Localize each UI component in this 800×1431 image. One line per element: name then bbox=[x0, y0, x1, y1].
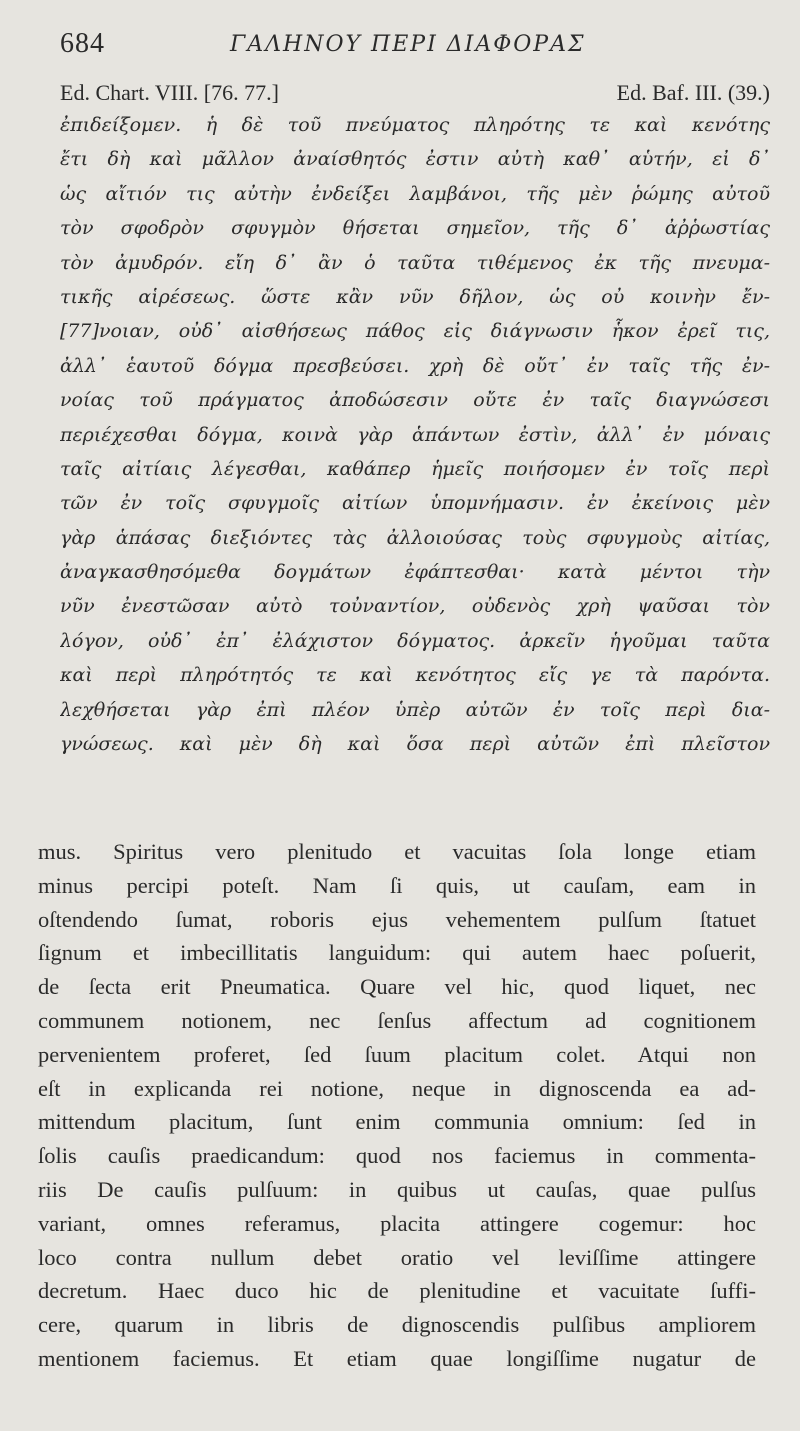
running-head bbox=[60, 28, 760, 68]
latin-text-line: oſtendendo ſumat, roboris ejus vehementem pulſum ſtatuet bbox=[38, 906, 756, 932]
greek-text-line: [77]νοιαν, οὐδ᾽ αἰσθήσεως πάθος εἰς διάγνωσιν ἧκον ἐρεῖ τις, bbox=[60, 320, 770, 343]
latin-text-line: mentionem faciemus. Et etiam quae longiſſime nugatur de bbox=[38, 1345, 756, 1371]
latin-text-line: ſolis cauſis praedicandum: quod nos faciemus in commenta- bbox=[38, 1143, 756, 1169]
greek-text-line: νῦν ἐνεστῶσαν αὐτὸ τοὐναντίον, οὐδενὸς χρὴ ψαῦσαι τὸν bbox=[60, 595, 770, 618]
latin-text-line: cere, quarum in libris de dignoscendis pulſibus ampliorem bbox=[38, 1312, 756, 1338]
edition-chartier-reference: Ed. Chart. VIII. [76. 77.] bbox=[60, 80, 279, 105]
edition-reference-line bbox=[60, 80, 770, 108]
greek-text-line: τικῆς αἱρέσεως. ὥστε κἂν νῦν δῆλον, ὡς οὐ κοινὴν ἔν- bbox=[60, 285, 770, 308]
greek-text-line: καὶ περὶ πληρότητός τε καὶ κενότητος εἴς γε τὰ παρόντα. bbox=[60, 664, 770, 687]
greek-text-line: περιέχεσθαι δόγμα, κοινὰ γὰρ ἁπάντων ἐστὶν, ἀλλ᾽ ἐν μόναις bbox=[60, 423, 770, 446]
latin-text-line: mus. Spiritus vero plenitudo et vacuitas ſola longe etiam bbox=[38, 839, 756, 864]
greek-text-line: ἀναγκασθησόμεθα δογμάτων ἐφάπτεσθαι· κατὰ μέντοι τὴν bbox=[60, 561, 770, 584]
greek-text-line: γὰρ ἁπάσας διεξιόντες τὰς ἀλλοιούσας τοὺς σφυγμοὺς αἰτίας, bbox=[60, 526, 770, 549]
greek-text-line: λεχθήσεται γὰρ ἐπὶ πλέον ὑπὲρ αὐτῶν ἐν τοῖς περὶ δια- bbox=[60, 698, 770, 721]
edition-basel-reference: Ed. Baf. III. (39.) bbox=[616, 80, 770, 105]
latin-text-line: minus percipi poteſt. Nam ſi quis, ut cauſam, eam in bbox=[38, 872, 756, 898]
greek-text-line: ἐπιδείξομεν. ἡ δὲ τοῦ πνεύματος πληρότης τε καὶ κενότης bbox=[60, 114, 770, 136]
greek-text-line: νοίας τοῦ πράγματος ἀποδώσεσιν οὔτε ἐν ταῖς διαγνώσεσι bbox=[60, 389, 770, 412]
latin-text-line: de ſecta erit Pneumatica. Quare vel hic, quod liquet, nec bbox=[38, 974, 756, 1000]
latin-text-line: pervenientem proferet, ſed ſuum placitum colet. Atqui non bbox=[38, 1041, 756, 1067]
latin-text-line: variant, omnes referamus, placita attingere cogemur: hoc bbox=[38, 1210, 756, 1236]
latin-text-line: loco contra nullum debet oratio vel leviſſime attingere bbox=[38, 1244, 756, 1270]
greek-text-line: τὸν σφοδρὸν σφυγμὸν θήσεται σημεῖον, τῆς δ᾽ ἀῤῥωστίας bbox=[60, 217, 770, 240]
latin-text-line: riis De cauſis pulſuum: in quibus ut cauſas, quae pulſus bbox=[38, 1176, 756, 1202]
latin-text-line: mittendum placitum, ſunt enim communia omnium: ſed in bbox=[38, 1109, 756, 1135]
greek-text-line: ὡς αἴτιόν τις αὐτὴν ἐνδείξει λαμβάνοι, τῆς μὲν ῥώμης αὐτοῦ bbox=[60, 182, 770, 205]
greek-text-line: ταῖς αἰτίαις λέγεσθαι, καθάπερ ἡμεῖς ποιήσομεν ἐν τοῖς περὶ bbox=[60, 457, 770, 480]
latin-text-line: communem notionem, nec ſenſus affectum ad cognitionem bbox=[38, 1007, 756, 1033]
greek-text-line: γνώσεως. καὶ μὲν δὴ καὶ ὅσα περὶ αὐτῶν ἐπὶ πλεῖστον bbox=[60, 733, 770, 756]
greek-text-block bbox=[60, 108, 770, 761]
latin-translation-block bbox=[38, 835, 756, 1376]
latin-text-line: decretum. Haec duco hic de plenitudine et vacuitate ſuffi- bbox=[38, 1278, 756, 1304]
running-title: ΓΑΛΗΝΟΥ ΠΕΡΙ ΔΙΑΦΟΡΑΣ bbox=[230, 32, 586, 57]
greek-text-line: λόγον, οὐδ᾽ ἐπ᾽ ἐλάχιστον δόγματος. ἀρκεῖν ἡγοῦμαι ταῦτα bbox=[60, 629, 770, 652]
greek-text-line: ἔτι δὴ καὶ μᾶλλον ἀναίσθητός ἐστιν αὐτὴ καθ᾽ αὑτήν, εἰ δ᾽ bbox=[60, 148, 770, 171]
greek-text-line: τῶν ἐν τοῖς σφυγμοῖς αἰτίων ὑπομνήμασιν. ἐν ἐκείνοις μὲν bbox=[60, 492, 770, 515]
latin-text-line: ſignum et imbecillitatis languidum: qui autem haec poſuerit, bbox=[38, 940, 756, 966]
greek-text-line: ἀλλ᾽ ἑαυτοῦ δόγμα πρεσβεύσει. χρὴ δὲ οὔτ᾽ ἐν ταῖς τῆς ἐν- bbox=[60, 354, 770, 377]
greek-text-line: τὸν ἀμυδρόν. εἴη δ᾽ ἂν ὁ ταῦτα τιθέμενος ἐκ τῆς πνευμα- bbox=[60, 251, 770, 274]
page-number: 684 bbox=[60, 28, 105, 59]
latin-text-line: eſt in explicanda rei notione, neque in dignoscenda ea ad- bbox=[38, 1075, 756, 1101]
